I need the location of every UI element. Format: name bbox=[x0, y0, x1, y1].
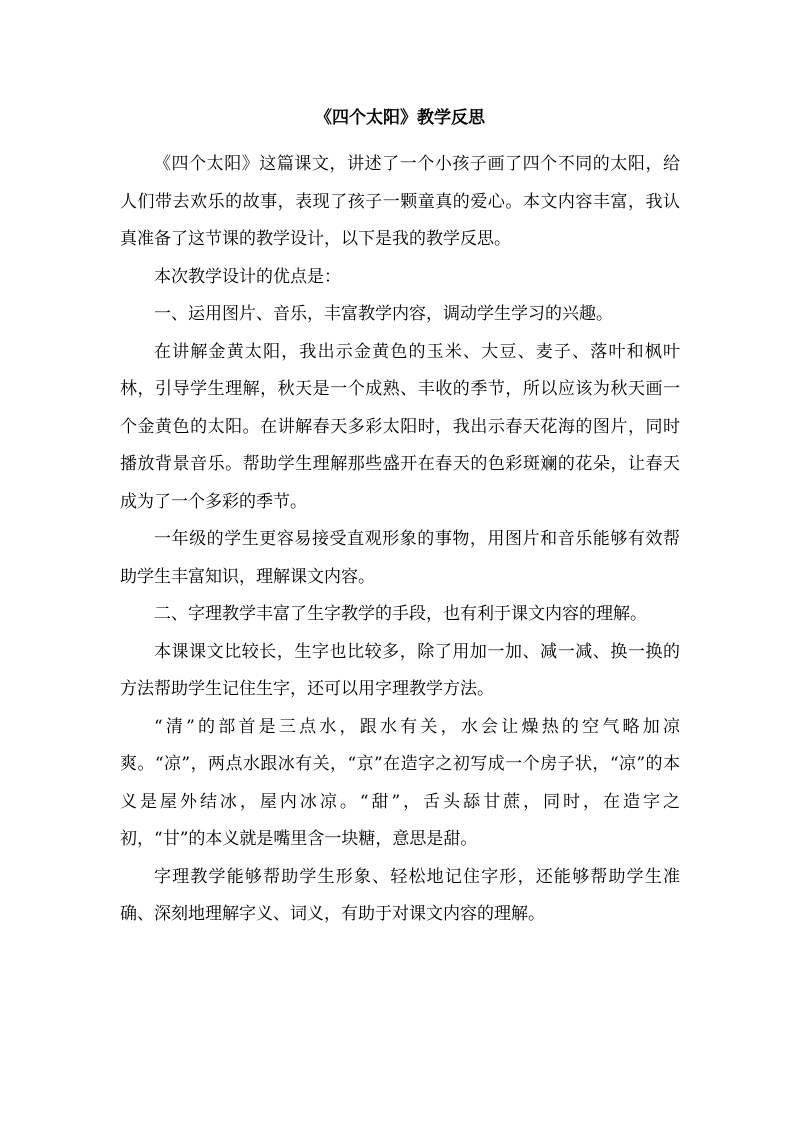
paragraph-intro: 《四个太阳》这篇课文，讲述了一个小孩子画了四个不同的太阳，给人们带去欢乐的故事，表现了孩子一颗童真的爱心。本文内容丰富，我认真准备了这节课的教学设计，以下是我的教学反思。 bbox=[120, 154, 680, 249]
paragraph-golden-sun: 在讲解金黄太阳，我出示金黄色的玉米、大豆、麦子、落叶和枫叶林，引导学生理解，秋天是一个成熟、丰收的季节，所以应该为秋天画一个金黄色的太阳。在讲解春天多彩太阳时，我出示春天花海的图片，同时播放背景音乐。帮助学生理解那些盛开在春天的色彩斑斓的花朵，让春天成为了一个多彩的季节。 bbox=[120, 341, 680, 512]
paragraph-advantages-heading: 本次教学设计的优点是： bbox=[154, 266, 341, 287]
paragraph-point-two: 二、字理教学丰富了生字教学的手段，也有利于课文内容的理解。 bbox=[154, 604, 647, 624]
paragraph-point-one: 一、运用图片、音乐，丰富教学内容，调动学生学习的兴趣。 bbox=[154, 304, 613, 324]
paragraph-conclusion: 字理教学能够帮助学生形象、轻松地记住字形，还能够帮助学生准确、深刻地理解字义、词义，有助于对课文内容的理解。 bbox=[120, 866, 680, 924]
paragraph-new-words: 本课课文比较长，生字也比较多，除了用加一加、减一减、换一换的方法帮助学生记住生字，还可以用字理教学方法。 bbox=[120, 641, 680, 699]
paragraph-character-examples: “清”的部首是三点水，跟水有关，水会让燥热的空气略加凉爽。“凉”，两点水跟冰有关，“京”在造字之初写成一个房子状，“凉”的本义是屋外结冰，屋内冰凉。“甜”，舌头舔甘蔗，同时，在造字之初，“甘”的本义就是嘴里含一块糖，意思是甜。 bbox=[120, 716, 680, 849]
paragraph-first-grade: 一年级的学生更容易接受直观形象的事物，用图片和音乐能够有效帮助学生丰富知识，理解课文内容。 bbox=[120, 529, 680, 587]
document-body bbox=[120, 100, 680, 934]
document-title: 《四个太阳》教学反思 bbox=[315, 108, 485, 128]
